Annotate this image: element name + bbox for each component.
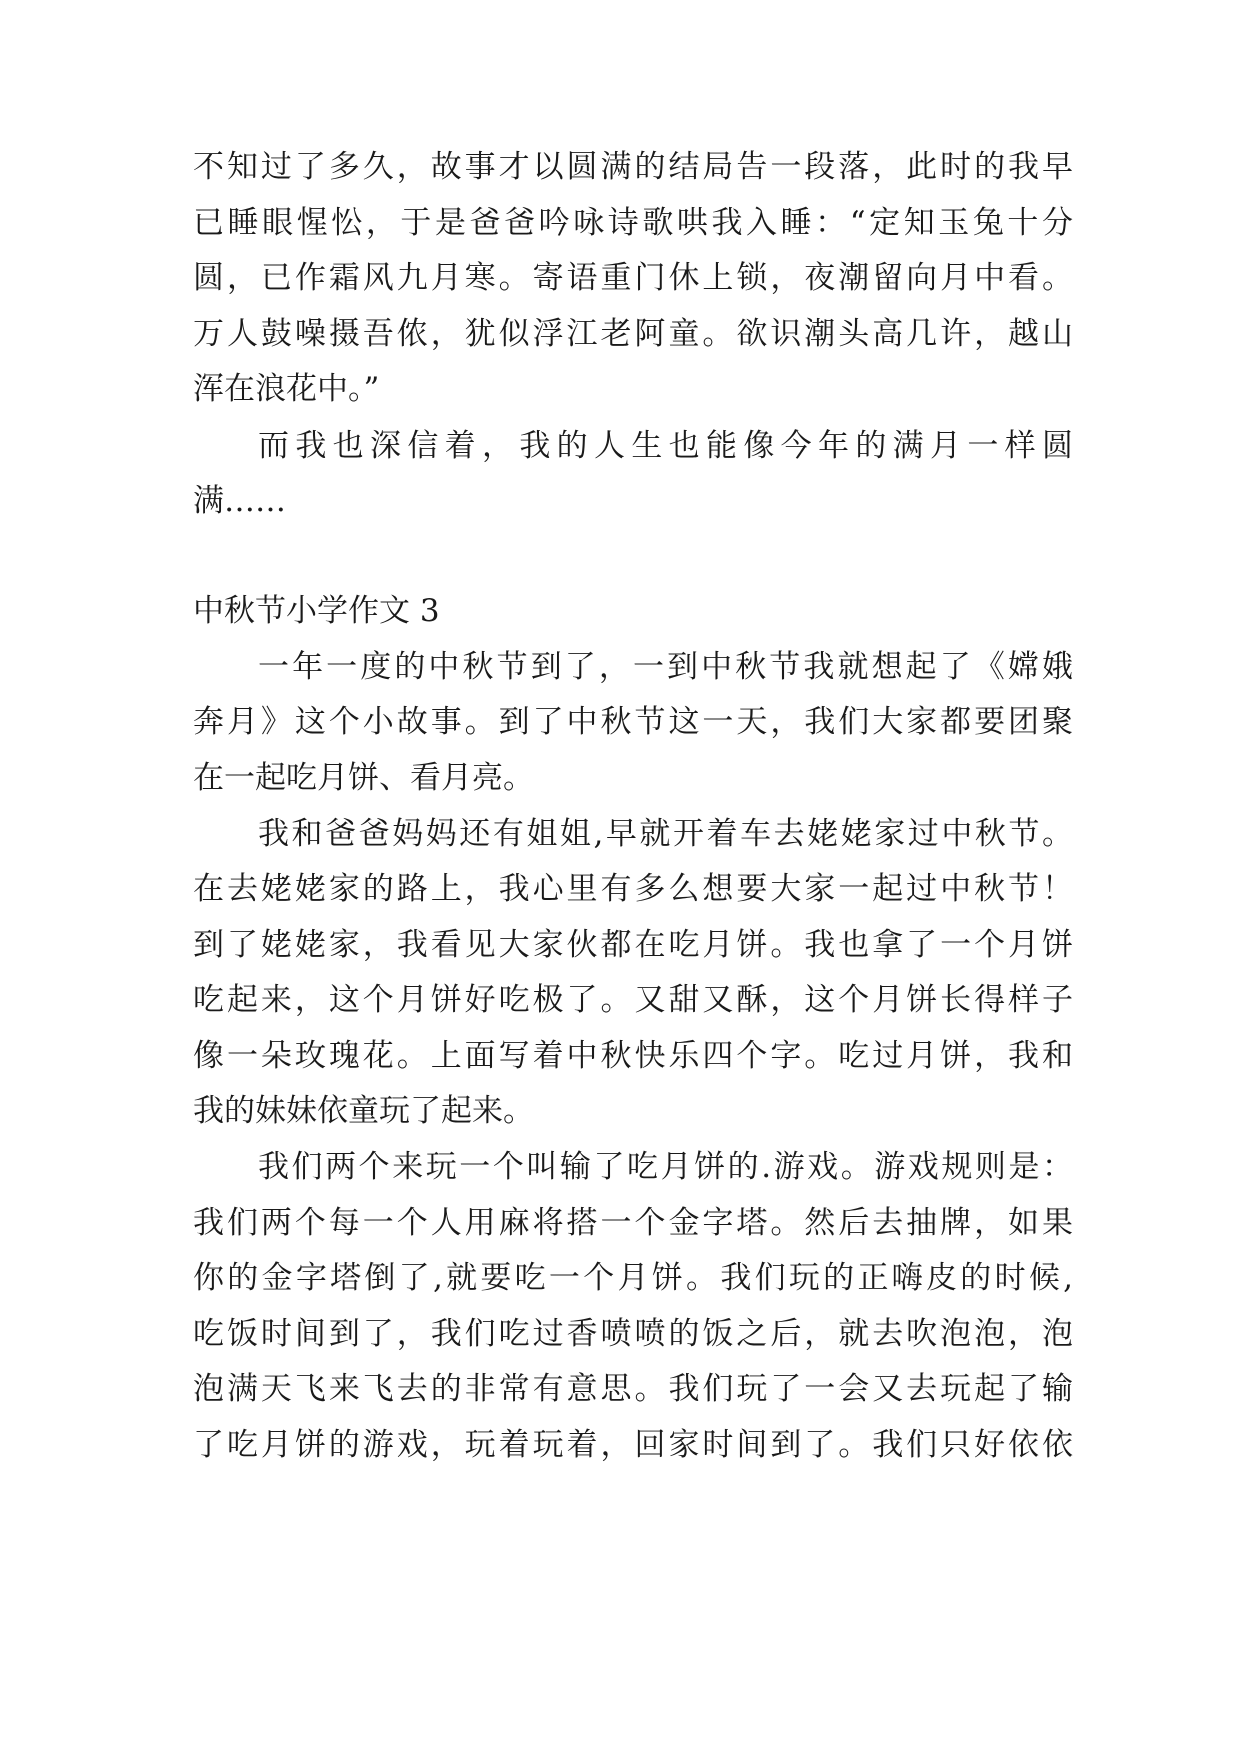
paragraph-line: 你的金字塔倒了,就要吃一个月饼。我们玩的正嗨皮的时候, (193, 1260, 1073, 1296)
paragraph-line: 泡满天飞来飞去的非常有意思。我们玩了一会又去玩起了输 (193, 1371, 1073, 1407)
paragraph-line: 我和爸爸妈妈还有姐姐,早就开着车去姥姥家过中秋节。 (258, 816, 1073, 852)
paragraph-line: 浑在浪花中。” (193, 371, 380, 407)
paragraph-line: 了吃月饼的游戏，玩着玩着，回家时间到了。我们只好依依 (193, 1427, 1073, 1463)
paragraph-line: 在一起吃月饼、看月亮。 (193, 760, 534, 796)
paragraph-line: 万人鼓噪摄吾侬，犹似浮江老阿童。欲识潮头高几许，越山 (193, 316, 1073, 352)
paragraph-line: 圆，已作霜风九月寒。寄语重门休上锁，夜潮留向月中看。 (193, 260, 1073, 296)
paragraph-line: 我们两个来玩一个叫输了吃月饼的.游戏。游戏规则是： (258, 1149, 1073, 1185)
paragraph-line: 我的妹妹依童玩了起来。 (193, 1093, 534, 1129)
paragraph-line: 奔月》这个小故事。到了中秋节这一天，我们大家都要团聚 (193, 704, 1073, 740)
paragraph-line: 满…… (193, 483, 286, 519)
section-title: 中秋节小学作文 3 (193, 593, 440, 629)
paragraph-line: 像一朵玫瑰花。上面写着中秋快乐四个字。吃过月饼，我和 (193, 1038, 1073, 1074)
paragraph-line: 我们两个每一个人用麻将搭一个金字塔。然后去抽牌，如果 (193, 1205, 1073, 1241)
paragraph-line: 吃饭时间到了，我们吃过香喷喷的饭之后，就去吹泡泡，泡 (193, 1316, 1073, 1352)
paragraph-line: 而我也深信着，我的人生也能像今年的满月一样圆 (258, 428, 1073, 464)
paragraph-line: 已睡眼惺忪，于是爸爸吟咏诗歌哄我入睡：“定知玉兔十分 (193, 205, 1073, 241)
paragraph-line: 不知过了多久，故事才以圆满的结局告一段落，此时的我早 (193, 149, 1073, 185)
paragraph-line: 到了姥姥家，我看见大家伙都在吃月饼。我也拿了一个月饼 (193, 927, 1073, 963)
paragraph-line: 吃起来，这个月饼好吃极了。又甜又酥，这个月饼长得样子 (193, 982, 1073, 1018)
paragraph-line: 一年一度的中秋节到了，一到中秋节我就想起了《嫦娥 (258, 649, 1073, 685)
paragraph-line: 在去姥姥家的路上，我心里有多么想要大家一起过中秋节！ (193, 871, 1073, 907)
